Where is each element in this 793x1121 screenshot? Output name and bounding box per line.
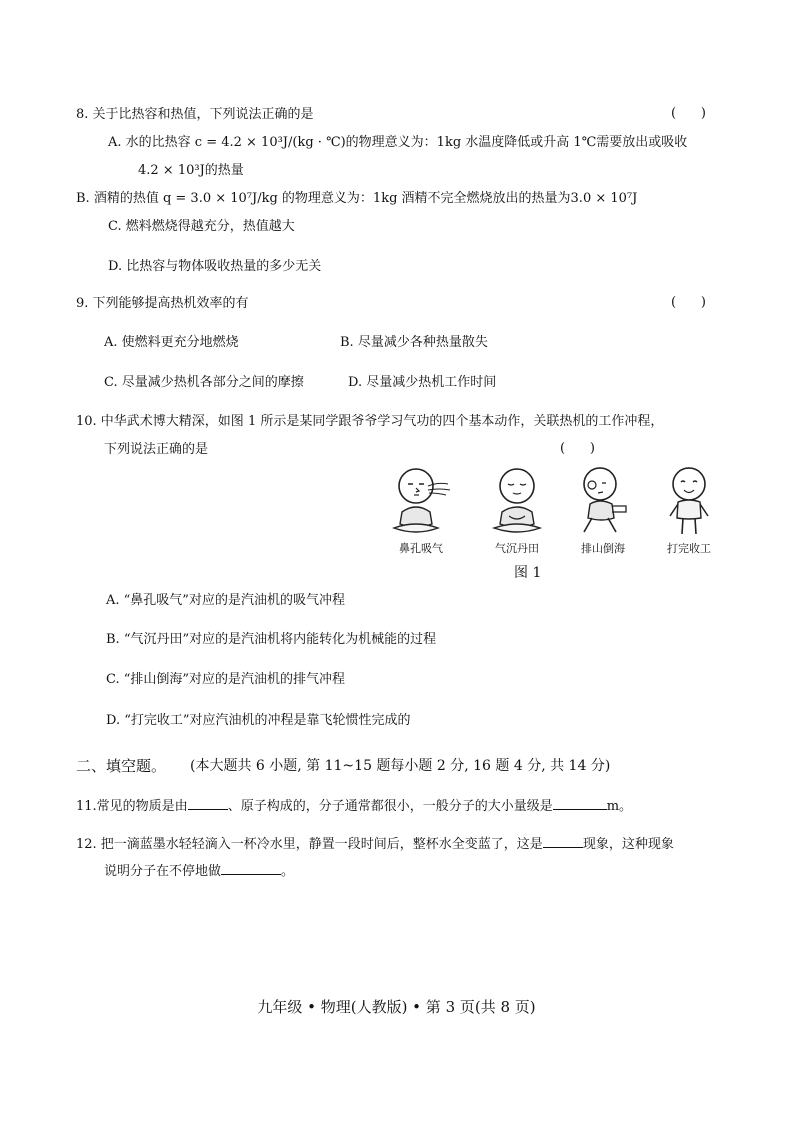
q12-text-2: 现象，这种现象 [582,837,674,852]
figure-pose-1 [386,462,456,556]
q8-option-a-line1: A. 水的比热容 c = 4.2 × 10³J/(kg · ℃)的物理意义为：1kg 水温度降低或升高 1℃需要放出或吸收 [108,135,688,150]
section-2-title: 二、填空题。 [76,757,167,775]
q11-text-3: m。 [606,799,633,814]
page-footer: 九年级 • 物理(人教版) • 第 3 页(共 8 页) [257,998,536,1016]
q9-answer-paren: ( ) [671,295,706,310]
figure-pose-2 [482,462,552,556]
standing-child-illustration [654,462,724,538]
q10-option-c: C. “排山倒海”对应的是汽油机的排气冲程 [106,672,346,687]
q10-answer-paren: ( ) [560,441,595,456]
figure-label-1: 鼻孔吸气 [399,542,443,555]
q12-blank-2[interactable] [221,862,281,875]
q12-text-3: 说明分子在不停地做 [104,864,222,879]
figure-pose-4 [654,462,724,556]
q8-stem: 8. 关于比热容和热值，下列说法正确的是 [76,107,314,122]
figure-caption: 图 1 [514,565,542,581]
q9-stem: 9. 下列能够提高热机效率的有 [76,296,249,311]
pushing-child-illustration [568,462,638,538]
q8-option-a-line2: 4.2 × 10³J的热量 [138,163,244,178]
q9-option-d: D. 尽量减少热机工作时间 [348,375,497,390]
q10-option-b: B. “气沉丹田”对应的是汽油机将内能转化为机械能的过程 [106,632,437,647]
q10-stem-line2: 下列说法正确的是 [104,442,209,457]
figure-1 [384,462,724,582]
meditating-child-illustration [482,462,552,538]
q11-blank-2[interactable] [553,797,607,810]
figure-label-3: 排山倒海 [581,542,625,555]
figure-label-2: 气沉丹田 [495,542,539,555]
inhaling-child-illustration [386,462,456,538]
q9-option-b: B. 尽量减少各种热量散失 [340,335,488,350]
figure-label-4: 打完收工 [667,542,711,555]
q8-answer-paren: ( ) [671,106,706,121]
q11-text-2: 、原子构成的，分子通常都很小，一般分子的大小量级是 [227,799,553,814]
section-2-note: (本大题共 6 小题, 第 11~15 题每小题 2 分, 16 题 4 分, 共 14 分) [190,758,611,774]
q12-line1 [76,835,674,854]
q9-option-c: C. 尽量减少热机各部分之间的摩擦 [104,375,304,390]
q11-blank-1[interactable] [188,797,228,810]
q12-text-1: 12. 把一滴蓝墨水轻轻滴入一杯冷水里，静置一段时间后，整杯水全变蓝了，这是 [76,837,543,852]
q11-line [76,797,632,816]
q10-option-a: A. “鼻孔吸气”对应的是汽油机的吸气冲程 [106,593,345,608]
q8-option-c: C. 燃料燃烧得越充分，热值越大 [108,219,295,234]
q12-text-4: 。 [281,864,295,879]
q11-text-1: 11.常见的物质是由 [76,799,188,814]
q9-option-a: A. 使燃料更充分地燃烧 [104,335,239,350]
q8-option-b: B. 酒精的热值 q = 3.0 × 10⁷J/kg 的物理意义为：1kg 酒精不完全燃烧放出的热量为3.0 × 10⁷J [76,191,638,206]
q12-line2 [104,862,294,881]
q12-blank-1[interactable] [543,835,583,848]
q10-stem-line1: 10. 中华武术博大精深，如图 1 所示是某同学跟爷爷学习气功的四个基本动作，关联热机的工作冲程， [76,414,664,429]
q8-option-d: D. 比热容与物体吸收热量的多少无关 [108,259,322,274]
q10-option-d: D. “打完收工”对应汽油机的冲程是靠飞轮惯性完成的 [106,713,411,728]
figure-pose-3 [568,462,638,556]
